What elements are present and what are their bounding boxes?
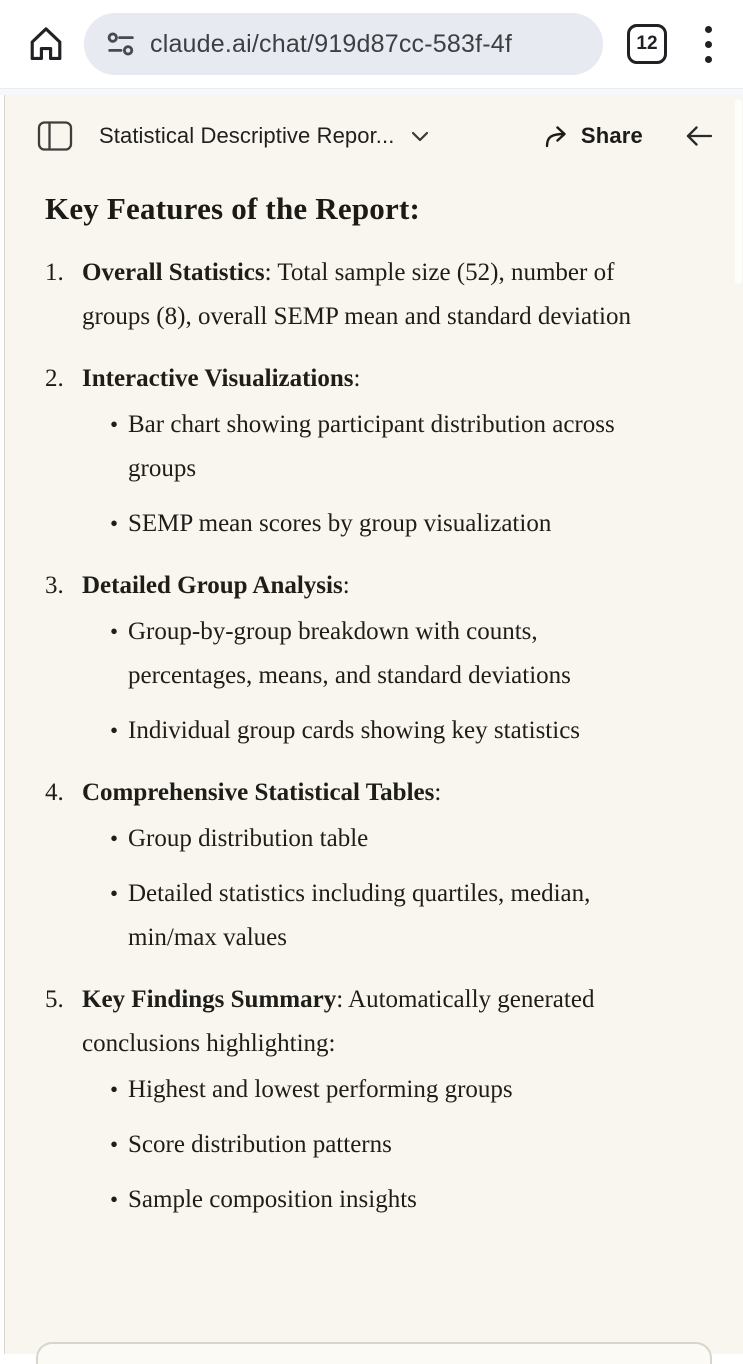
tab-switcher-button[interactable] <box>627 24 667 64</box>
item-number: 4. <box>45 779 64 806</box>
list-item <box>45 564 707 753</box>
bullet-item <box>82 817 633 861</box>
bullet-dot-icon: • <box>109 826 119 851</box>
bullet-dot-icon: • <box>109 511 119 536</box>
bullet-dot-icon: • <box>109 1187 119 1212</box>
item-rest: : <box>434 779 442 806</box>
item-rest: : Automatically generated conclusions highlighting: <box>82 986 595 1057</box>
item-text <box>82 771 633 815</box>
feature-list <box>45 251 707 1222</box>
share-button[interactable] <box>542 121 643 151</box>
bullet-text: Sample composition insights <box>128 1186 417 1213</box>
item-text <box>82 357 633 401</box>
url-text[interactable]: claude.ai/chat/919d87cc-583f-4f <box>150 29 512 58</box>
bullet-item <box>82 872 633 960</box>
sidebar-panel-icon <box>37 120 73 152</box>
bullet-item <box>82 1068 634 1112</box>
bullet-item <box>82 1123 634 1167</box>
kebab-dot <box>705 26 712 33</box>
list-item <box>45 357 707 546</box>
arrow-left-icon <box>682 119 716 153</box>
browser-toolbar <box>0 0 743 88</box>
bullet-dot-icon: • <box>109 881 119 906</box>
item-number: 1. <box>45 259 64 286</box>
item-rest: : <box>353 365 361 392</box>
item-label: Overall Statistics <box>82 259 265 286</box>
bullet-item <box>82 403 633 491</box>
item-rest: : <box>342 572 350 599</box>
scrollbar-thumb[interactable] <box>735 99 742 284</box>
kebab-dot <box>705 41 712 48</box>
bullet-dot-icon: • <box>109 718 119 743</box>
home-button[interactable] <box>24 22 68 66</box>
share-icon <box>542 121 572 151</box>
section-heading: Key Features of the Report: <box>45 191 420 226</box>
list-item <box>45 771 707 960</box>
list-item <box>45 978 707 1222</box>
bullet-text: Individual group cards showing key statistics <box>128 717 581 744</box>
url-bar[interactable] <box>84 13 603 75</box>
bullet-list <box>82 610 633 753</box>
share-label: Share <box>580 123 643 148</box>
bullet-list <box>82 1068 634 1222</box>
chat-input-box[interactable] <box>36 1342 712 1364</box>
item-label: Key Findings Summary <box>82 986 337 1013</box>
back-button[interactable] <box>679 116 719 156</box>
sidebar-toggle-button[interactable] <box>35 116 75 156</box>
bullet-item <box>82 610 633 698</box>
item-text <box>82 251 634 339</box>
assistant-message <box>5 177 743 1222</box>
item-rest: : Total sample size (52), number of groups (8), overall SEMP mean and standard deviation <box>82 259 631 330</box>
browser-menu-button[interactable] <box>693 22 723 67</box>
item-label: Comprehensive Statistical Tables <box>82 779 435 806</box>
bullet-item <box>82 1178 634 1222</box>
bullet-list <box>82 403 633 546</box>
item-text <box>82 564 633 608</box>
bullet-text: Bar chart showing participant distribution across groups <box>128 411 615 482</box>
bullet-text: Highest and lowest performing groups <box>128 1076 513 1103</box>
item-number: 2. <box>45 365 64 392</box>
kebab-dot <box>705 56 712 63</box>
bullet-item <box>82 709 633 753</box>
bullet-dot-icon: • <box>109 1132 119 1157</box>
bullet-text: Group distribution table <box>128 825 369 852</box>
item-number: 3. <box>45 572 64 599</box>
chevron-down-icon[interactable] <box>408 124 432 148</box>
site-settings-icon[interactable] <box>104 27 138 61</box>
bullet-item <box>82 502 633 546</box>
claude-page <box>4 95 743 1354</box>
home-icon <box>25 23 67 65</box>
bullet-dot-icon: • <box>109 619 119 644</box>
bullet-list <box>82 817 633 960</box>
url-fade-overlay <box>547 13 603 75</box>
bullet-text: Score distribution patterns <box>128 1131 392 1158</box>
toolbar-divider <box>0 88 743 95</box>
item-number: 5. <box>45 986 64 1013</box>
tab-count: 12 <box>636 33 658 54</box>
item-label: Detailed Group Analysis <box>82 572 343 599</box>
bullet-text: SEMP mean scores by group visualization <box>128 510 552 537</box>
bullet-dot-icon: • <box>109 1077 119 1102</box>
chat-header <box>5 95 743 177</box>
item-label: Interactive Visualizations <box>82 365 354 392</box>
bullet-dot-icon: • <box>109 412 119 437</box>
list-item <box>45 251 707 339</box>
item-text <box>82 978 634 1066</box>
bullet-text: Group-by-group breakdown with counts, percentages, means, and standard deviations <box>128 618 571 689</box>
bullet-text: Detailed statistics including quartiles, median, min/max values <box>128 880 591 951</box>
chat-title[interactable]: Statistical Descriptive Repor... <box>99 123 395 148</box>
